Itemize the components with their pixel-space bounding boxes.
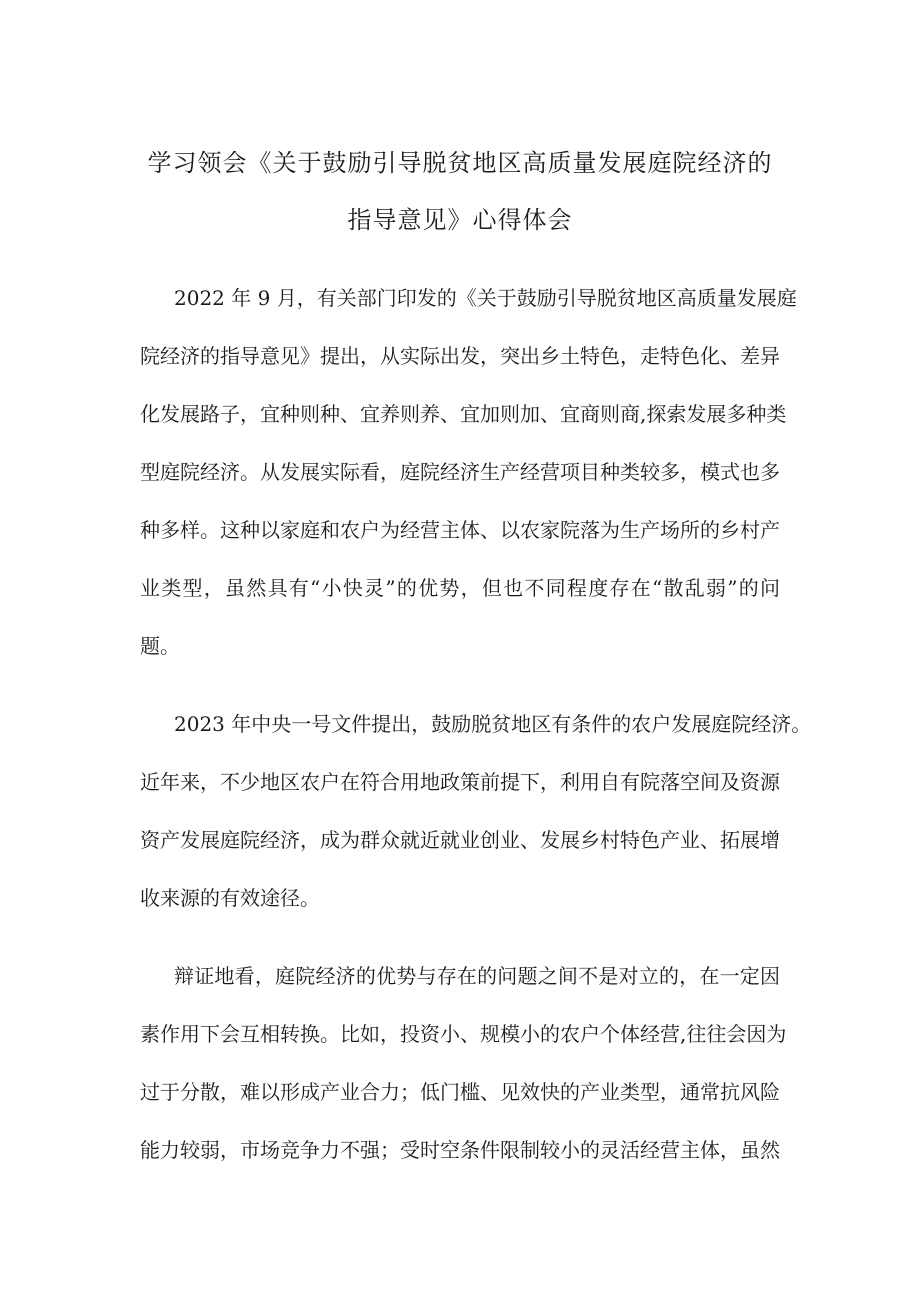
paragraph-1-line-2: 院经济的指导意见》提出，从实际出发，突出乡土特色，走特色化、差异 bbox=[140, 344, 780, 368]
paragraph-3-line-2: 素作用下会互相转换。比如，投资小、规模小的农户个体经营,往往会因为 bbox=[140, 1022, 787, 1046]
document-title-line-1: 学习领会《关于鼓励引导脱贫地区高质量发展庭院经济的 bbox=[147, 149, 773, 177]
paragraph-1-line-1: 2022 年 9 月，有关部门印发的《关于鼓励引导脱贫地区高质量发展庭 bbox=[174, 286, 797, 310]
paragraph-2-line-1: 2023 年中央一号文件提出，鼓励脱贫地区有条件的农户发展庭院经济。 bbox=[174, 712, 812, 736]
paragraph-2-line-4: 收来源的有效途径。 bbox=[140, 886, 320, 910]
paragraph-1-line-4: 型庭院经济。从发展实际看，庭院经济生产经营项目种类较多，模式也多 bbox=[140, 460, 780, 484]
paragraph-2-line-2: 近年来，不少地区农户在符合用地政策前提下，利用自有院落空间及资源 bbox=[140, 770, 780, 794]
paragraph-2-line-3: 资产发展庭院经济，成为群众就近就业创业、发展乡村特色产业、拓展增 bbox=[140, 828, 780, 852]
paragraph-3-line-1: 辩证地看，庭院经济的优势与存在的问题之间不是对立的，在一定因 bbox=[174, 964, 780, 988]
paragraph-1-line-5: 种多样。这种以家庭和农户为经营主体、以农家院落为生产场所的乡村产 bbox=[140, 518, 780, 542]
document-title-line-2: 指导意见》心得体会 bbox=[347, 206, 573, 234]
paragraph-3-line-4: 能力较弱，市场竞争力不强；受时空条件限制较小的灵活经营主体，虽然 bbox=[140, 1138, 780, 1162]
paragraph-1-line-7: 题。 bbox=[140, 634, 180, 658]
paragraph-1-line-3: 化发展路子，宜种则种、宜养则养、宜加则加、宜商则商,探索发展多种类 bbox=[140, 402, 787, 426]
paragraph-1-line-6: 业类型，虽然具有“小快灵”的优势，但也不同程度存在“散乱弱”的问 bbox=[140, 576, 780, 600]
paragraph-3-line-3: 过于分散，难以形成产业合力；低门槛、见效快的产业类型，通常抗风险 bbox=[140, 1080, 780, 1104]
